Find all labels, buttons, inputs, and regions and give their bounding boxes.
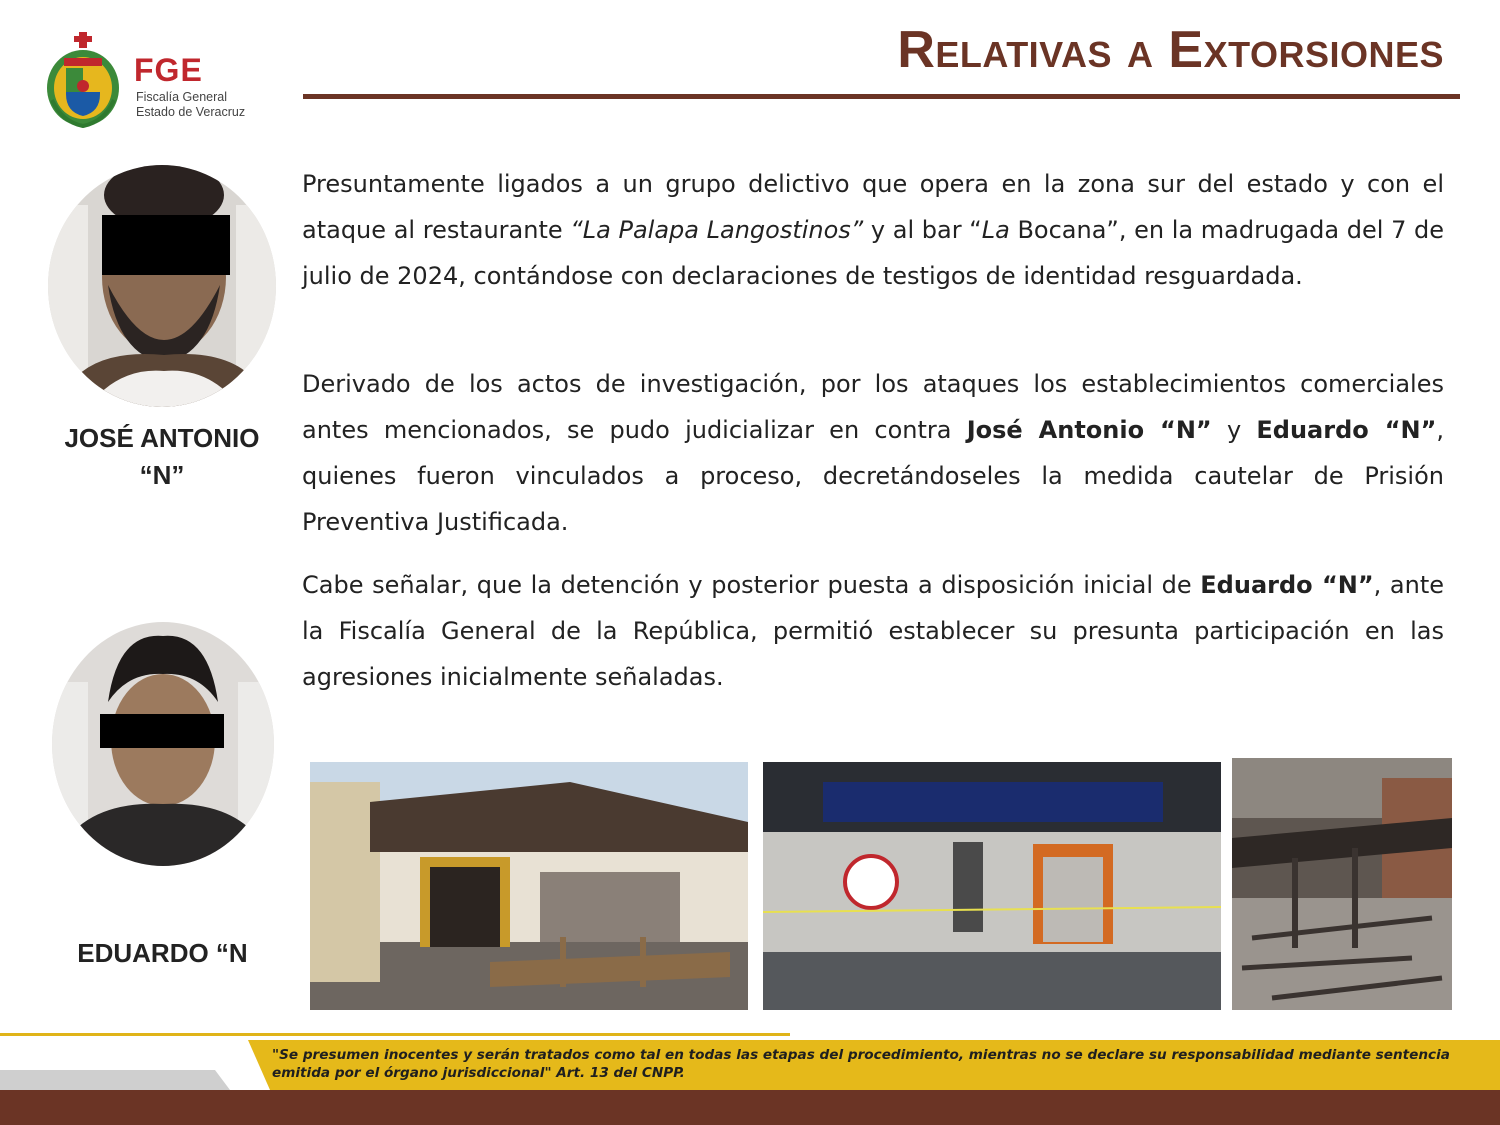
mugshot-image [48,165,276,407]
identity-censor-bar [100,714,224,748]
fge-logo [42,30,262,130]
p1-text: Bocana”, en la madrugada del 7 de julio de 2024, contándose con declaraciones de testigos de identidad resguardada. [302,216,1444,290]
person-photo-eduardo [52,622,274,866]
p2-text: Derivado de los actos de investigación, por los ataques los establecimientos comerciales antes mencionados, se pudo judicializar en contra [302,370,1444,444]
p3-text: , ante la Fiscalía General de la República, permitió establecer su presunta participación en las agresiones inicialmente señaladas. [302,571,1444,691]
logo-acronym: FGE [134,52,203,88]
scene-image [310,762,748,1010]
page-title: Relativas a Extorsiones [897,21,1444,79]
burned-bar-photo [763,762,1221,1010]
person-name-eduardo: EDUARDO “N [77,938,248,968]
p3-text: Cabe señalar, que la detención y posterior puesta a disposición inicial de [302,571,1201,599]
scene-image [763,762,1221,1010]
burned-restaurant-photo [310,762,748,1010]
burned-interior-photo [1232,758,1452,1010]
veracruz-seal-icon [42,30,124,130]
p1-text: y al bar “ [863,216,982,244]
p1-text: Presuntamente ligados a un grupo delictivo que opera en la zona sur del estado y con el ataque al restaurante [302,170,1444,244]
accused-name-eduardo: Eduardo “N” [1200,571,1374,599]
restaurant-name: “La Palapa Langostinos” [570,216,864,244]
footer-brown-band [0,1090,1500,1125]
paragraph-intro [302,161,1444,299]
accused-name-jose-antonio: José Antonio “N” [966,416,1212,444]
accused-name-eduardo: Eduardo “N” [1256,416,1437,444]
p2-text: , quienes fueron vinculados a proceso, decretándoseles la medida cautelar de Prisión Preventiva Justificada. [302,416,1444,536]
presumption-of-innocence-disclaimer: "Se presumen inocentes y serán tratados como tal en todas las etapas del procedimiento, mientras no se declare su responsabilidad mediante sentencia emitida por el órgano jurisdiccional" Art. 13 del CNPP. [272,1047,1450,1081]
person-name-jose-antonio: JOSÉ ANTONIO “N” [64,423,260,490]
logo-line1: Fiscalía General [136,90,228,104]
title-divider [303,94,1460,99]
logo-line2: Estado de Veracruz [136,105,246,119]
paragraph-investigation [302,361,1444,545]
person-photo-jose-antonio [48,165,276,407]
bar-name: La [981,216,1010,244]
scene-image [1232,758,1452,1010]
footer-accent-line [0,1033,790,1036]
p2-text: y [1211,416,1257,444]
footer-gray-stripe [0,1070,260,1090]
paragraph-detention [302,562,1444,700]
identity-censor-bar [102,215,230,275]
